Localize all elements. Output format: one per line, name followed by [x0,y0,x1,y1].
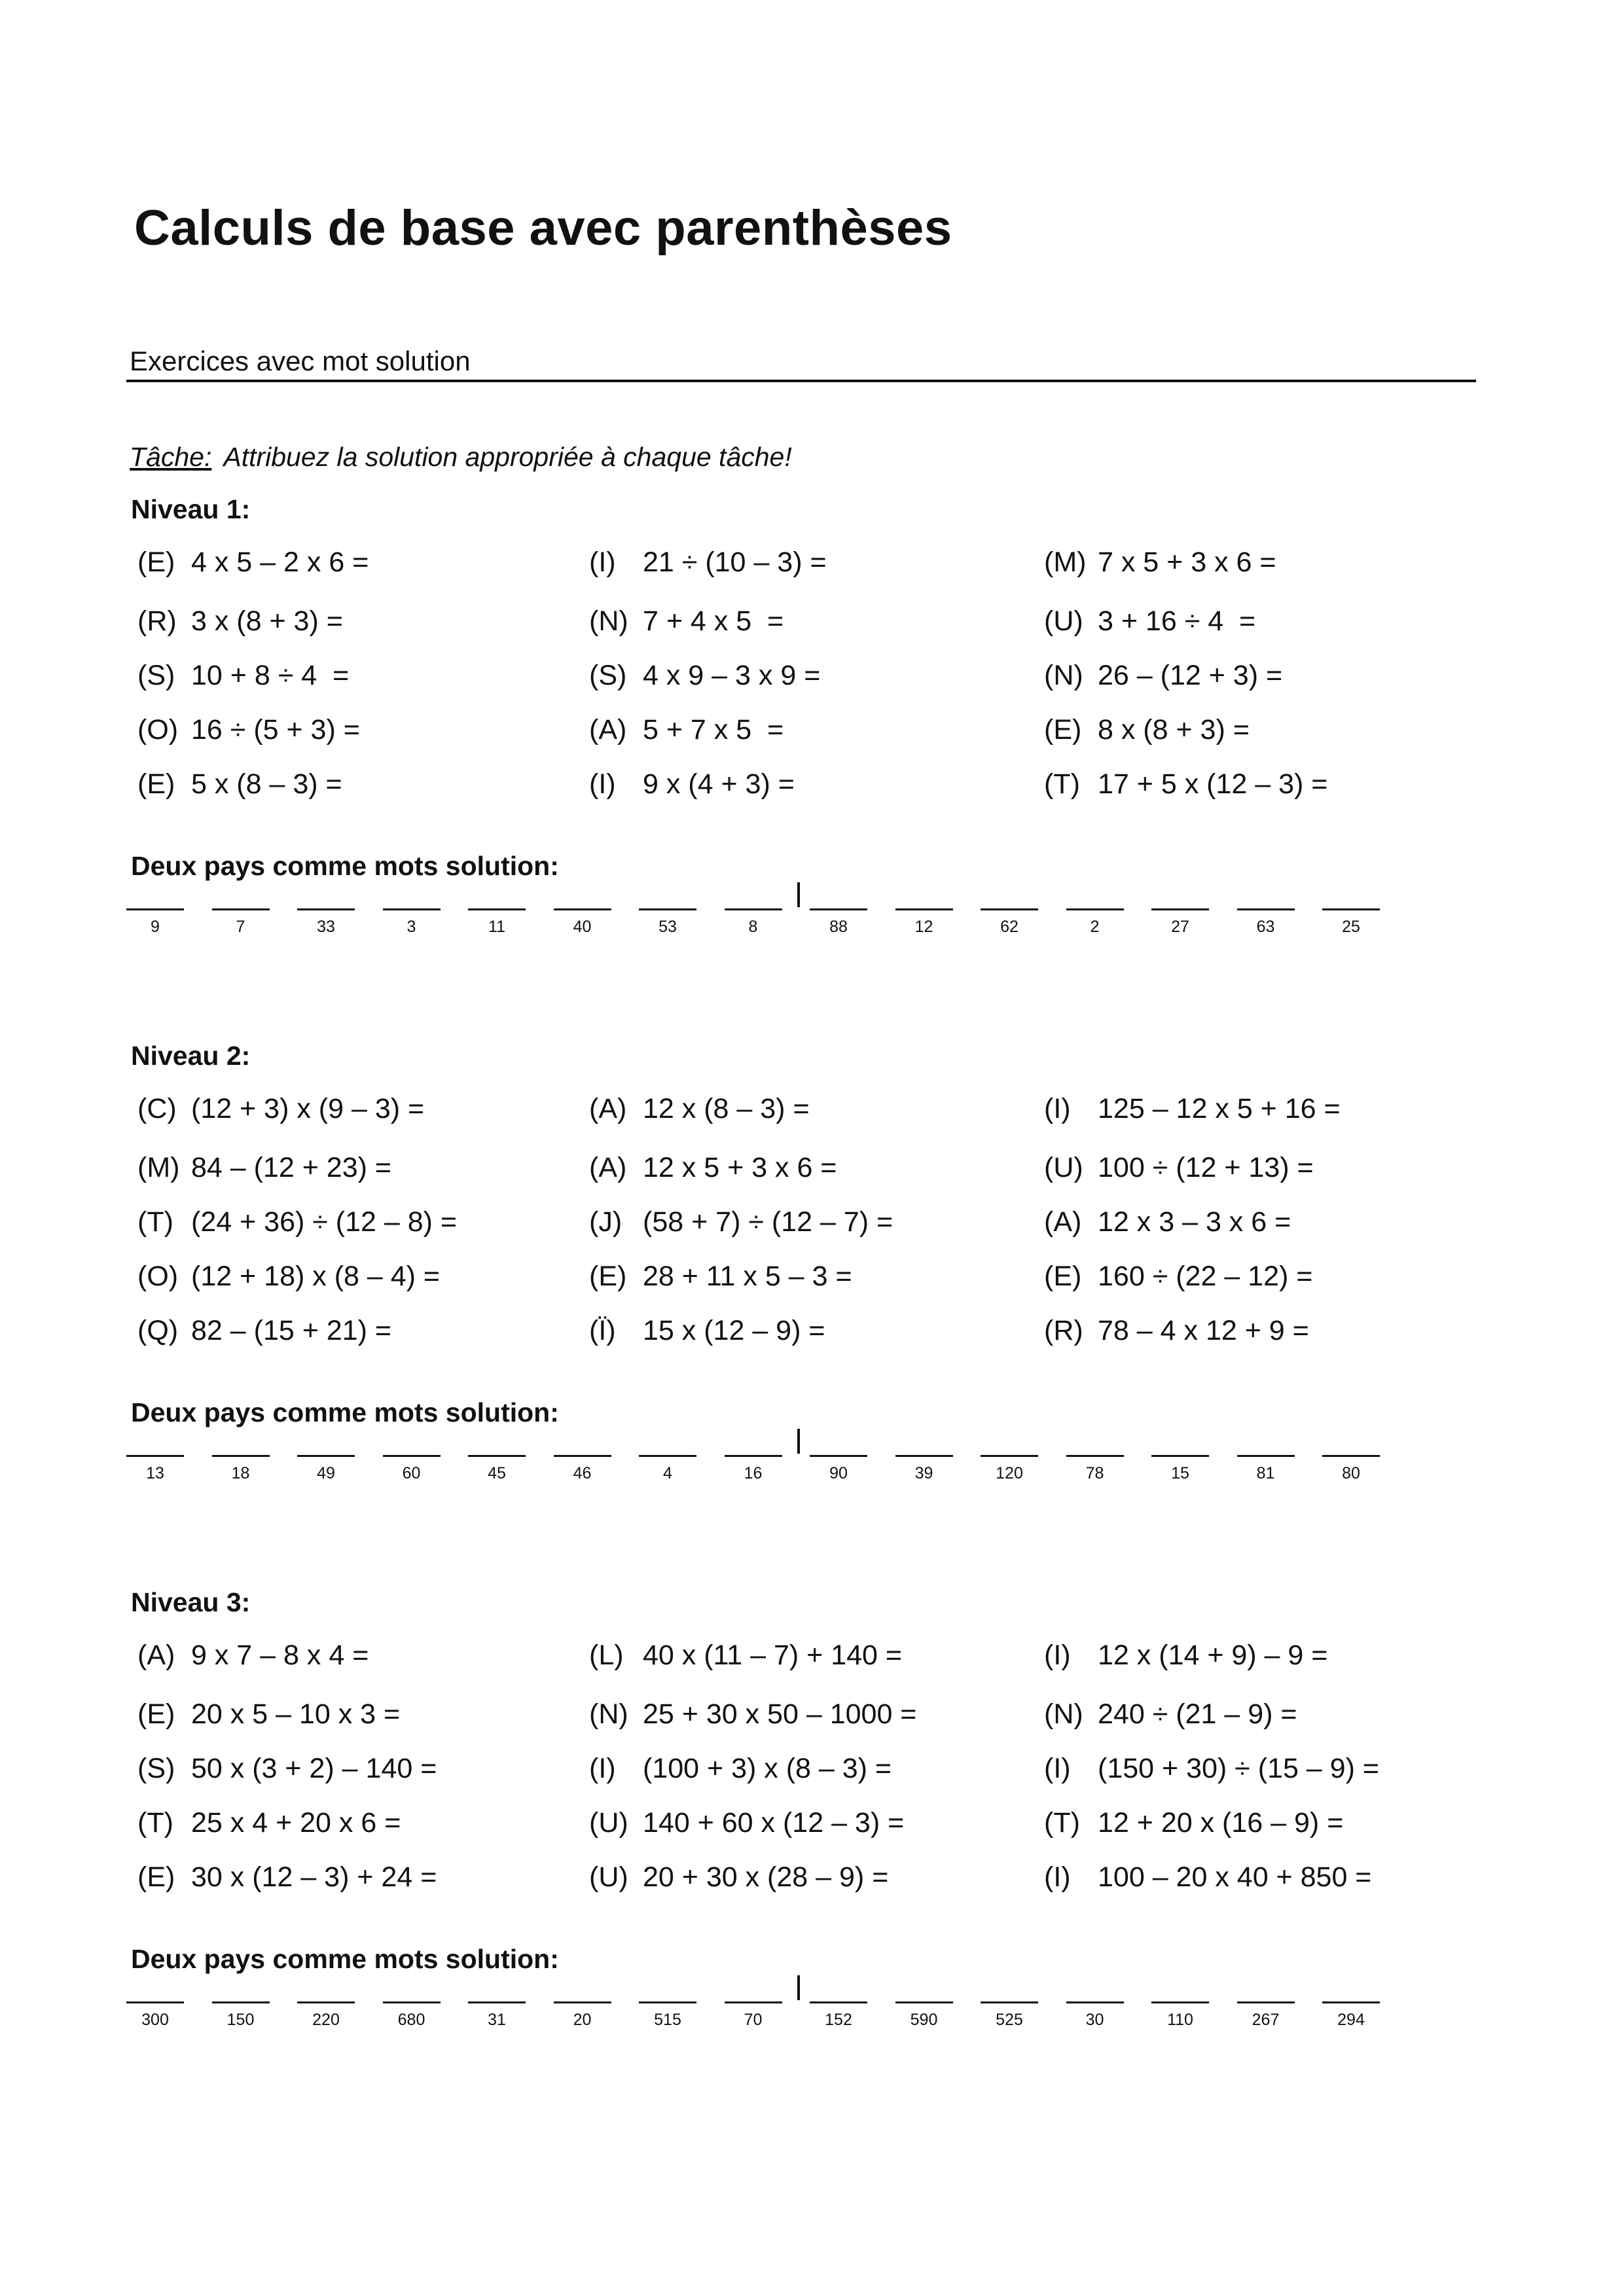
exercise-letter: (I) [1044,1861,1071,1893]
exercise-equation: (150 + 30) ÷ (15 – 9) = [1098,1753,1379,1784]
exercise-item [589,660,820,692]
exercise-equation: (24 + 36) ÷ (12 – 8) = [191,1206,458,1238]
exercise-letter: (U) [589,1861,628,1893]
exercise-letter: (T) [1044,1807,1080,1839]
answer-blank[interactable] [810,2001,867,2003]
exercise-item [589,1206,893,1238]
exercise-equation: 15 x (12 – 9) = [643,1315,825,1346]
exercise-item [1044,1315,1309,1347]
exercise-equation: (12 + 18) x (8 – 4) = [191,1261,441,1292]
exercise-equation: 140 + 60 x (12 – 3) = [643,1807,905,1839]
exercise-item [137,1861,437,1893]
answer-blank[interactable] [639,2001,696,2003]
exercise-equation: 240 ÷ (21 – 9) = [1098,1698,1297,1730]
answer-blank[interactable] [895,1455,953,1457]
answer-number: 8 [748,918,758,936]
solution-words-heading: Deux pays comme mots solution: [131,851,559,881]
exercise-letter: (O) [137,714,179,745]
answer-blank[interactable] [639,1455,696,1457]
exercise-equation: 17 + 5 x (12 – 3) = [1098,768,1328,800]
exercise-equation: 7 + 4 x 5 = [643,605,784,637]
exercise-item [1044,1152,1314,1184]
exercise-letter: (Q) [137,1315,179,1346]
exercise-equation: 12 x (14 + 9) – 9 = [1098,1640,1328,1671]
exercise-letter: (Ï) [589,1315,616,1346]
exercise-letter: (M) [137,1152,180,1183]
exercise-letter: (S) [137,1753,175,1784]
answer-number: 18 [231,1464,250,1482]
answer-blank[interactable] [1066,2001,1124,2003]
exercise-equation: 78 – 4 x 12 + 9 = [1098,1315,1309,1346]
exercise-equation: 10 + 8 ÷ 4 = [191,660,350,691]
answer-blank[interactable] [1151,908,1209,910]
task-instruction [130,442,792,473]
level-heading: Niveau 1: [131,494,251,524]
exercise-letter: (S) [137,660,175,691]
answer-blank[interactable] [554,1455,611,1457]
level-heading: Niveau 3: [131,1587,251,1617]
answer-number: 590 [910,2011,938,2029]
page-title: Calculs de base avec parenthèses [134,200,952,256]
answer-number: 300 [141,2011,169,2029]
exercise-item [1044,714,1250,746]
answer-blank[interactable] [212,1455,270,1457]
exercise-equation: 8 x (8 + 3) = [1098,714,1250,745]
exercise-letter: (I) [1044,1753,1071,1784]
exercise-item [137,1093,424,1125]
exercise-item [589,1315,825,1347]
answer-number: 53 [659,918,677,936]
exercise-letter: (I) [1044,1640,1071,1671]
answer-blank[interactable] [1237,2001,1295,2003]
answer-number: 294 [1337,2011,1365,2029]
answer-number: 40 [573,918,592,936]
answer-blank[interactable] [126,2001,184,2003]
exercise-equation: 100 – 20 x 40 + 850 = [1098,1861,1372,1893]
exercise-equation: 21 ÷ (10 – 3) = [643,547,827,578]
exercise-item [137,1315,391,1347]
answer-number: 2 [1090,918,1100,936]
exercise-letter: (I) [589,547,616,578]
exercise-letter: (E) [137,768,175,800]
answer-blank[interactable] [810,908,867,910]
exercise-item [137,547,369,579]
exercise-equation: 20 + 30 x (28 – 9) = [643,1861,889,1893]
exercise-item [589,1753,892,1785]
exercise-item [1044,605,1255,637]
exercise-letter: (R) [1044,1315,1083,1346]
exercise-item [1044,1861,1371,1893]
exercise-letter: (N) [1044,1698,1083,1730]
answer-blank[interactable] [810,1455,867,1457]
exercise-item [589,1698,916,1731]
exercise-item [1044,547,1276,579]
answer-number: 33 [317,918,335,936]
answer-number: 15 [1171,1464,1189,1482]
exercise-letter: (O) [137,1261,179,1292]
answer-number: 110 [1167,2011,1193,2029]
exercise-letter: (T) [1044,768,1080,800]
answer-number: 220 [312,2011,340,2029]
answer-blank[interactable] [297,1455,355,1457]
exercise-equation: (100 + 3) x (8 – 3) = [643,1753,892,1784]
page-subtitle: Exercices avec mot solution [130,346,471,376]
exercise-item [589,605,784,637]
answer-number: 27 [1171,918,1189,936]
exercise-letter: (U) [1044,1152,1083,1183]
exercise-letter: (A) [589,1093,627,1124]
exercise-equation: 25 + 30 x 50 – 1000 = [643,1698,917,1730]
exercise-item [589,1807,904,1839]
exercise-item [1044,1093,1341,1125]
exercise-letter: (N) [589,605,628,637]
exercise-item [137,1753,437,1785]
answer-blank[interactable] [468,1455,526,1457]
exercise-letter: (U) [1044,605,1083,637]
exercise-letter: (A) [589,714,627,745]
exercise-letter: (A) [589,1152,627,1183]
exercise-equation: 100 ÷ (12 + 13) = [1098,1152,1314,1183]
exercise-item [1044,1261,1312,1293]
exercise-letter: (R) [137,605,177,637]
exercise-letter: (U) [589,1807,628,1839]
answer-number: 78 [1085,1464,1104,1482]
answer-number: 11 [488,918,505,936]
answer-number: 45 [488,1464,506,1482]
answer-number: 39 [914,1464,933,1482]
answer-blank[interactable] [1322,1455,1380,1457]
answer-number: 46 [573,1464,592,1482]
exercise-equation: 84 – (12 + 23) = [191,1152,391,1183]
exercise-letter: (I) [1044,1093,1071,1124]
answer-blank[interactable] [1066,1455,1124,1457]
exercise-item [137,660,349,692]
exercise-item [137,714,360,746]
exercise-letter: (I) [589,1753,616,1784]
exercise-letter: (J) [589,1206,623,1238]
answer-blank[interactable] [297,908,355,910]
exercise-item [589,1152,837,1184]
exercise-letter: (L) [589,1640,624,1671]
answer-blank[interactable] [895,2001,953,2003]
exercise-item [137,768,342,800]
answer-blank[interactable] [1237,1455,1295,1457]
answer-blank[interactable] [725,2001,782,2003]
exercise-item [1044,1753,1379,1785]
answer-blank[interactable] [725,908,782,910]
exercise-equation: 4 x 9 – 3 x 9 = [643,660,821,691]
answer-number: 88 [829,918,848,936]
answer-blank[interactable] [383,2001,441,2003]
exercise-item [1044,1640,1327,1672]
answer-number: 152 [825,2011,852,2029]
exercise-letter: (T) [137,1206,173,1238]
exercise-equation: 5 + 7 x 5 = [643,714,784,745]
answer-blank[interactable] [981,908,1038,910]
exercise-item [137,1261,440,1293]
word-separator [797,1975,800,2000]
exercise-letter: (E) [1044,1261,1082,1292]
answer-blank[interactable] [126,908,184,910]
exercise-equation: 12 + 20 x (16 – 9) = [1098,1807,1344,1839]
exercise-item [137,1152,391,1184]
answer-number: 60 [402,1464,421,1482]
exercise-item [137,1640,369,1672]
answer-blank[interactable] [212,2001,270,2003]
exercise-letter: (E) [1044,714,1082,745]
exercise-item [589,1261,852,1293]
answer-number: 31 [488,2011,506,2029]
solution-words-heading: Deux pays comme mots solution: [131,1397,559,1427]
answer-blank[interactable] [1151,2001,1209,2003]
answer-number: 49 [317,1464,335,1482]
exercise-equation: (12 + 3) x (9 – 3) = [191,1093,425,1124]
answer-blank[interactable] [383,1455,441,1457]
exercise-equation: 9 x 7 – 8 x 4 = [191,1640,369,1671]
answer-blank[interactable] [725,1455,782,1457]
answer-number: 81 [1256,1464,1275,1482]
exercise-equation: 20 x 5 – 10 x 3 = [191,1698,401,1730]
exercise-equation: 5 x (8 – 3) = [191,768,342,800]
exercise-equation: 3 x (8 + 3) = [191,605,343,637]
answer-blank[interactable] [126,1455,184,1457]
exercise-letter: (E) [137,547,175,578]
exercise-letter: (T) [137,1807,173,1839]
exercise-equation: 12 x 3 – 3 x 6 = [1098,1206,1291,1238]
exercise-item [589,714,784,746]
exercise-item [589,547,827,579]
answer-number: 525 [996,2011,1023,2029]
exercise-letter: (N) [1044,660,1083,691]
answer-number: 9 [151,918,160,936]
exercise-equation: 82 – (15 + 21) = [191,1315,391,1346]
answer-number: 16 [744,1464,763,1482]
answer-blank[interactable] [554,2001,611,2003]
exercise-item [589,1640,902,1672]
answer-number: 7 [236,918,245,936]
exercise-equation: 50 x (3 + 2) – 140 = [191,1753,437,1784]
answer-number: 70 [744,2011,763,2029]
exercise-item [589,1093,810,1125]
exercise-letter: (E) [137,1698,175,1730]
answer-number: 80 [1342,1464,1360,1482]
answer-number: 515 [654,2011,681,2029]
exercise-equation: 125 – 12 x 5 + 16 = [1098,1093,1341,1124]
answer-blank[interactable] [1322,908,1380,910]
answer-blank[interactable] [639,908,696,910]
answer-number: 120 [996,1464,1023,1482]
answer-blank[interactable] [1322,2001,1380,2003]
exercise-equation: 25 x 4 + 20 x 6 = [191,1807,401,1839]
exercise-item [137,1206,457,1238]
answer-blank[interactable] [1237,908,1295,910]
exercise-item [1044,768,1327,800]
answer-number: 150 [226,2011,255,2029]
answer-number: 20 [573,2011,592,2029]
exercise-equation: 28 + 11 x 5 – 3 = [643,1261,852,1292]
answer-blank[interactable] [981,2001,1038,2003]
exercise-letter: (S) [589,660,627,691]
exercise-equation: 3 + 16 ÷ 4 = [1098,605,1256,637]
answer-blank[interactable] [895,908,953,910]
exercise-letter: (E) [137,1861,175,1893]
subtitle-underline [126,380,1476,382]
answer-blank[interactable] [468,2001,526,2003]
exercise-letter: (I) [589,768,616,800]
exercise-letter: (C) [137,1093,177,1124]
answer-blank[interactable] [383,908,441,910]
exercise-letter: (A) [137,1640,175,1671]
answer-number: 12 [914,918,933,936]
exercise-equation: 4 x 5 – 2 x 6 = [191,547,369,578]
exercise-item [1044,660,1282,692]
answer-number: 4 [663,1464,672,1482]
answer-number: 30 [1085,2011,1104,2029]
exercise-equation: 9 x (4 + 3) = [643,768,795,800]
exercise-letter: (N) [589,1698,628,1730]
exercise-item [589,1861,888,1893]
exercise-letter: (E) [589,1261,627,1292]
answer-blank[interactable] [297,2001,355,2003]
exercise-equation: (58 + 7) ÷ (12 – 7) = [643,1206,893,1238]
task-label: Tâche: [130,442,212,472]
answer-number: 3 [406,918,416,936]
exercise-equation: 16 ÷ (5 + 3) = [191,714,360,745]
word-separator [797,1429,800,1454]
exercise-item [137,1698,400,1731]
answer-number: 680 [397,2011,425,2029]
exercise-item [1044,1698,1297,1731]
exercise-item [589,768,795,800]
level-heading: Niveau 2: [131,1041,251,1071]
answer-number: 63 [1256,918,1275,936]
answer-number: 25 [1342,918,1360,936]
exercise-item [1044,1807,1343,1839]
exercise-item [137,605,343,637]
exercise-equation: 7 x 5 + 3 x 6 = [1098,547,1276,578]
answer-number: 13 [146,1464,164,1482]
answer-blank[interactable] [1066,908,1124,910]
exercise-equation: 12 x (8 – 3) = [643,1093,810,1124]
answer-blank[interactable] [554,908,611,910]
exercise-equation: 160 ÷ (22 – 12) = [1098,1261,1313,1292]
answer-number: 90 [829,1464,848,1482]
answer-blank[interactable] [212,908,270,910]
exercise-equation: 26 – (12 + 3) = [1098,660,1283,691]
answer-blank[interactable] [1151,1455,1209,1457]
exercise-letter: (M) [1044,547,1087,578]
exercise-equation: 30 x (12 – 3) + 24 = [191,1861,437,1893]
exercise-equation: 40 x (11 – 7) + 140 = [643,1640,903,1671]
solution-words-heading: Deux pays comme mots solution: [131,1944,559,1974]
answer-number: 267 [1252,2011,1280,2029]
word-separator [797,882,800,907]
exercise-letter: (A) [1044,1206,1082,1238]
exercise-item [137,1807,401,1839]
task-text: Attribuez la solution appropriée à chaque tâche! [223,442,792,472]
answer-blank[interactable] [468,908,526,910]
exercise-equation: 12 x 5 + 3 x 6 = [643,1152,837,1183]
answer-blank[interactable] [981,1455,1038,1457]
answer-number: 62 [1000,918,1019,936]
exercise-item [1044,1206,1291,1238]
